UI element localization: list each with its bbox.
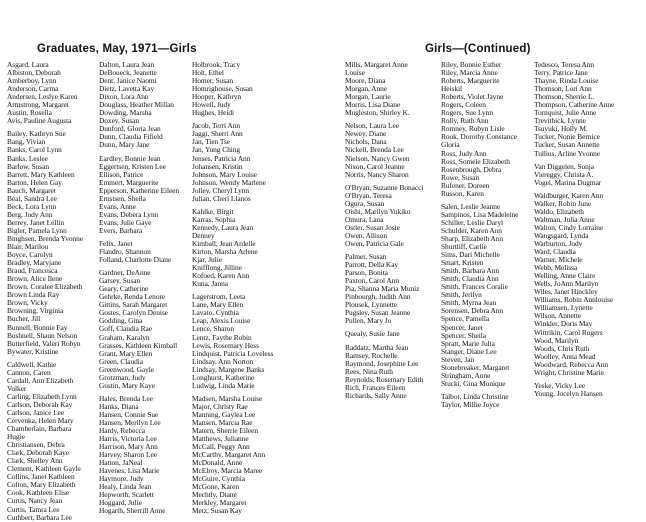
graduate-name: Lence, Sharon — [192, 324, 235, 334]
graduate-name: Hogarth, Sherrill Anne — [99, 506, 166, 516]
graduate-name: Douglass, Heather Millan — [99, 100, 174, 110]
graduate-name: Ross, Judy Ann — [441, 148, 487, 158]
graduate-name: Walton, Cindy Lorraine — [534, 222, 604, 232]
graduate-name: Harris, Victoria Lee — [99, 434, 157, 444]
graduate-name: Homrighouse, Susan — [192, 84, 253, 94]
graduate-name: Holbrook, Tracy — [192, 60, 241, 69]
graduate-name: Dunn, Claudia Fifield — [99, 132, 163, 142]
graduate-name: Harvey, Sharon Lee — [99, 450, 157, 460]
graduate-name: Waldo, Elizabeth — [534, 206, 584, 216]
graduate-name: Smart, Kristen — [441, 258, 484, 268]
graduate-name: Reynolds, Rosemary Edith — [345, 374, 424, 384]
graduate-name: Gittins, Sarah Margaret — [99, 300, 168, 310]
graduate-name: Evans, Debera Lynn — [99, 209, 159, 219]
graduate-name: Roberts, Marguerite — [441, 76, 500, 86]
graduate-name: Rogers, Sue Lynn — [441, 108, 493, 118]
graduate-name: Jan, Tien Tse — [192, 137, 230, 147]
graduate-name: Romney, Robyn Lisle — [441, 124, 505, 134]
graduate-name: Owen, Allison — [345, 230, 388, 240]
graduate-name: Schiller, Leslie Daryl — [441, 217, 504, 227]
graduate-name: Shurtliff, Carlie — [441, 242, 487, 252]
graduate-name: Ostler, Susan Josie — [345, 222, 400, 232]
graduate-name: Karras, Sophia — [192, 214, 236, 224]
graduate-name: Kirton, Marsha Arlene — [192, 247, 258, 257]
graduate-name: Lagerstrom, Leeta — [192, 292, 246, 302]
graduate-name: Hardy, Rebecca — [99, 426, 146, 436]
graduate-name: Morgan, Laurie — [345, 92, 391, 102]
graduate-name: Stucki, Gina Monique — [441, 378, 506, 388]
graduate-name: Howell, Judy — [192, 100, 231, 110]
graduate-name: Asgard, Laura — [7, 60, 49, 69]
graduate-name: Ellison, Patrice — [99, 169, 144, 179]
graduate-name: Mechtly, Diane — [192, 490, 237, 500]
graduate-name: Dietz, Lavetta Kay — [99, 84, 155, 94]
graduate-name: Major, Christy Rae — [192, 401, 248, 411]
graduate-name: McCarthy, Margaret Ann — [192, 450, 266, 460]
graduate-name: Collins, Janet Kathleen — [7, 472, 75, 482]
graduate-name: Van Diggelen, Sonja — [534, 161, 595, 171]
graduate-name: Ludwig, Linda Marie — [192, 380, 255, 390]
graduate-name: Riley, Marcia Anne — [441, 68, 498, 78]
graduate-name: Gustin, Mary Kaye — [99, 380, 156, 390]
graduate-name: Woolley, Anna Mead — [534, 351, 596, 361]
graduate-name: Manning, Gaylea Lee — [192, 409, 256, 419]
graduate-name: Kahlke, Birgit — [192, 206, 234, 216]
graduate-name: Amberboy, Lynn — [7, 76, 57, 86]
graduate-name: Lindsay, Ann Norton — [192, 356, 254, 366]
graduate-name: Kjar, Julie — [192, 255, 222, 265]
graduate-name: Warner, Michele — [534, 255, 583, 265]
graduate-name: Williams, Robin Annlouise — [534, 295, 614, 305]
graduate-name: Woods, Chris Ruth — [534, 343, 590, 353]
graduate-name: Spratt, Marie Julia — [441, 338, 495, 348]
graduate-name: Carling, Elizabeth Lynn — [7, 391, 77, 401]
graduate-name: Hatton, JaNeal — [99, 458, 143, 468]
graduate-name: Spencer, Sheila — [441, 330, 486, 340]
graduate-name: Talbot, Linda Christine — [441, 391, 509, 401]
graduate-name: Welling, Anne Claire — [534, 271, 596, 281]
graduate-name: Mansen, Marcia Rae — [192, 417, 253, 427]
graduate-name: Healy, Linda Jean — [99, 482, 152, 492]
graduate-name: Russon, Karen — [441, 188, 484, 198]
graduate-name: Young, Jocelyn Hansen — [534, 388, 603, 398]
graduate-name: Dunn, Mary Jane — [99, 140, 150, 150]
graduate-name: Wilson, Annette — [534, 311, 581, 321]
graduate-name: Barrett, Mary Kathleen — [7, 169, 75, 179]
graduate-name: Lane, Mary Ellen — [192, 300, 244, 310]
graduate-name: Kennedy, Laura Jean — [192, 222, 254, 232]
graduate-name: Smith, Jerilyn — [441, 290, 482, 300]
graduate-name: Oishi, Marilyn Yukiko — [345, 206, 411, 216]
graduate-name: Carlson, Deborah Kay — [7, 399, 73, 409]
graduate-name: Tucker, Nonie Bernice — [534, 132, 600, 142]
graduate-name: Brown, Vicky — [7, 298, 48, 308]
graduate-name: Woodward, Rebecca Ann — [534, 359, 609, 369]
graduate-name: Clement, Kathleen Gayle — [7, 464, 81, 474]
graduate-name: Ernstsen, Sheila — [99, 193, 146, 203]
graduate-name: Nelson, Laura Lee — [345, 121, 399, 131]
graduate-name: Bunnell, Bonnie Fay — [7, 322, 68, 332]
graduate-name: Kimball, Jean Ardelle — [192, 238, 256, 248]
graduate-name: Johnson, Wendy Marlene — [192, 177, 266, 187]
graduate-name: Steven, Jan — [441, 354, 475, 364]
graduate-name: Grotzman, Judy — [99, 372, 146, 382]
graduate-name: Garsey, Susan — [99, 276, 141, 286]
graduate-name: Cervenka, Helen Mary — [7, 416, 74, 426]
graduate-name: Beck, Lora Lynn — [7, 201, 57, 211]
graduate-name: Ramsey, Rochelle — [345, 350, 398, 360]
graduate-name: Denney — [192, 230, 215, 240]
graduate-name: Merkley, Margaret — [192, 498, 247, 508]
graduate-name: McElroy, Marcia Maree — [192, 466, 263, 476]
graduate-name: Lindquist, Patricia Loveless — [192, 348, 274, 358]
graduate-name: Waltman, Julia Anne — [534, 214, 595, 224]
graduate-name: Warburton, Jody — [534, 238, 583, 248]
graduate-name: Smith, Myrna Jean — [441, 298, 497, 308]
graduate-name: Tucker, Susan Annette — [534, 140, 600, 150]
graduate-name: Nichols, Dana — [345, 137, 387, 147]
graduate-name: Haymore, Judy — [99, 474, 144, 484]
graduate-name: Hugie — [7, 432, 25, 442]
graduate-name: Evans, Julie Gaye — [99, 217, 152, 227]
graduate-name: Tornquist, Julie Anne — [534, 108, 597, 118]
graduate-name: Hansen, Connie Sue — [99, 409, 159, 419]
graduate-name: Rogers, Coleen — [441, 100, 486, 110]
graduate-name: Hepworth, Scarlett — [99, 490, 154, 500]
graduate-name: Rees, Nina Ruth — [345, 366, 393, 376]
graduate-name: Wright, Christine Marie — [534, 367, 604, 377]
graduate-name: Johnson, Mary Louise — [192, 169, 257, 179]
graduate-name: Viereggy, Christa A. — [534, 169, 594, 179]
graduate-name: Rich, Frances Eileen — [345, 382, 406, 392]
graduate-name: Rufener, Doreen — [441, 180, 490, 190]
graduate-name: Smith, Claudia Ann — [441, 274, 499, 284]
graduate-name: Parrott, Della Kay — [345, 260, 399, 270]
graduate-name: Pinbourgh, Judith Ann — [345, 292, 411, 302]
graduate-name: Stanger, Diane Lee — [441, 346, 497, 356]
graduate-name: Eggertsen, Kristen Lee — [99, 161, 166, 171]
graduate-name: Ward, Claudia — [534, 247, 576, 257]
name-column-6 — [534, 61, 614, 398]
graduate-name: Ross, Somele Elizabeth — [441, 156, 510, 166]
graduate-name: Bradley, Maryjane — [7, 258, 62, 268]
graduate-name: Smith, Barbara Ann — [441, 266, 500, 276]
graduate-name: Roberts, Violet Jayne — [441, 92, 504, 102]
graduate-name: Bigler, Pamela Lynn — [7, 225, 67, 235]
graduate-name: Trevithick, Lynne — [534, 116, 586, 126]
graduate-name: Bywater, Kristine — [7, 346, 59, 356]
graduate-name: Thomson, Lori Ann — [534, 84, 592, 94]
graduate-name: Heiskil — [441, 84, 462, 94]
graduate-name: Armstrong, Margaret — [7, 100, 69, 110]
graduate-name: Moore, Diana — [345, 76, 386, 86]
graduate-name: Morris, Lisa Diane — [345, 100, 401, 110]
graduate-name: Berg, Judy Ann — [7, 209, 53, 219]
graduate-name: Tedesco, Teresa Ann — [534, 60, 595, 69]
title-graduates-girls: Graduates, May, 1971—Girls — [37, 43, 197, 55]
graduate-name: Owen, Patricia Gale — [345, 238, 404, 248]
graduate-name: DeBoueck, Jeanette — [99, 68, 157, 78]
graduate-name: Flandro, Shannon — [99, 247, 151, 257]
graduate-name: Evers, Barbara — [99, 225, 143, 235]
graduate-name: Julian, Cheri Llanos — [192, 193, 251, 203]
graduate-name: Newey, Diane — [345, 129, 387, 139]
graduate-name: Yeske, Vicky Lee — [534, 380, 586, 390]
graduate-name: Pugsley, Susan Jeanne — [345, 308, 411, 318]
graduate-name: Albiston, Deborah — [7, 68, 61, 78]
graduate-name: Braud, Francesca — [7, 266, 58, 276]
graduate-name: Brown, Coralee Elizabeth — [7, 282, 83, 292]
graduate-name: Hughes, Heidi — [192, 108, 235, 118]
graduate-name: Thayne, Rinda Louise — [534, 76, 599, 86]
graduate-name: Homer, Susan — [192, 76, 233, 86]
graduate-name: Clark, Deborah Kaye — [7, 448, 70, 458]
graduate-name: Browning, Virginia — [7, 306, 64, 316]
graduate-name: Dowding, Marsha — [99, 108, 152, 118]
graduate-name: Gostes, Carolyn Denise — [99, 308, 168, 318]
graduate-name: Rosenbrough, Debra — [441, 164, 502, 174]
graduate-name: Emmert, Marguerite — [99, 177, 159, 187]
graduate-name: Doxey, Susan — [99, 116, 139, 126]
graduate-name: Folland, Charlotte Diane — [99, 255, 172, 265]
graduate-name: Williamsen, Lynette — [534, 303, 593, 313]
graduate-name: Banks, Leslee — [7, 153, 48, 163]
graduate-name: Barlow, Susan — [7, 161, 49, 171]
graduate-name: Norris, Nancy Sharon — [345, 169, 409, 179]
graduate-name: Hanks, Diana — [99, 401, 139, 411]
graduate-name: Jenses, Patricia Ann — [192, 153, 251, 163]
name-column-4 — [345, 61, 423, 400]
graduate-name: Godding, Gina — [99, 316, 143, 326]
graduate-name: Curtis, Tamra Lee — [7, 504, 60, 514]
graduate-name: Carlson, Janice Lee — [7, 407, 65, 417]
graduate-name: Cuthbert, Barbara Lee — [7, 512, 72, 522]
graduate-name: Sampinos, Lisa Madeleine — [441, 209, 519, 219]
graduate-name: Winkler, Doris May — [534, 319, 593, 329]
graduate-name: Metz, Susan Kay — [192, 506, 242, 516]
graduate-name: McGone, Karen — [192, 482, 239, 492]
graduate-name: Dunford, Gloria Jean — [99, 124, 161, 134]
graduate-name: Holt, Ethel — [192, 68, 224, 78]
graduate-name: Parson, Bonita — [345, 268, 388, 278]
graduate-name: Walker, Robin June — [534, 198, 592, 208]
graduate-name: Bauch, Margaret — [7, 185, 56, 195]
graduate-name: Bucher, Jill — [7, 314, 41, 324]
graduate-name: Banks, Carol Lynn — [7, 145, 62, 155]
graduate-name: Barton, Helen Gay — [7, 177, 62, 187]
graduate-name: Raymond, Josephine Lee — [345, 358, 419, 368]
graduate-name: Andersen, Leslye Karen — [7, 92, 78, 102]
graduate-name: Cannon, Caren — [7, 367, 51, 377]
graduate-name: Grasses, Kathleen Kimball — [99, 340, 178, 350]
graduate-name: Jacob, Terri Ann — [192, 121, 241, 131]
graduate-name: Bushnell, Shaun Nelson — [7, 330, 78, 340]
graduate-name: Wiles, Janet Hinckley — [534, 287, 598, 297]
graduate-name: Spencer, Janet — [441, 322, 483, 332]
title-girls-continued: Girls—(Continued) — [425, 43, 531, 55]
graduate-name: Rowe, Susan — [441, 172, 480, 182]
graduate-name: Palmer, Susan — [345, 252, 387, 262]
graduate-name: Havenes, Lisa Marie — [99, 466, 160, 476]
name-column-1 — [7, 61, 83, 522]
graduate-name: Morgan, Anne — [345, 84, 387, 94]
graduate-name: Gloria — [441, 140, 460, 150]
graduate-name: Smith, Frances Coralie — [441, 282, 508, 292]
graduate-name: Lindsay, Margene Banks — [192, 364, 265, 374]
graduate-name: Dalton, Laura Jean — [99, 60, 155, 69]
graduate-name: Salen, Leslie Jeanne — [441, 201, 501, 211]
graduate-name: Nixon, Carol Jeanne — [345, 161, 405, 171]
graduate-name: Plousek, Lynnette — [345, 300, 398, 310]
graduate-name: O'Bryan, Teresa — [345, 190, 392, 200]
graduate-name: Hales, Brenda Lee — [99, 393, 153, 403]
graduate-name: Bang, Vivian — [7, 137, 46, 147]
graduate-name: Harrison, Mary Ann — [99, 442, 158, 452]
graduate-name: Thomson, Sherrie L. — [534, 92, 595, 102]
graduate-name: Stonebreaker, Margaret — [441, 362, 510, 372]
graduate-name: Thompson, Catherine Anne — [534, 100, 615, 110]
graduate-name: Austin, Rosella — [7, 108, 52, 118]
graduate-name: Sorensen, Debra Ann — [441, 306, 504, 316]
graduate-name: Butterfield, Valeri Robyn — [7, 338, 81, 348]
graduate-name: Vogel, Marina Dugmar — [534, 177, 602, 187]
graduate-name: McGuire, Cynthia — [192, 474, 245, 484]
graduate-name: Riley, Bonnie Esther — [441, 60, 502, 69]
graduate-name: Dixon, Lora Ann — [99, 92, 149, 102]
graduate-name: Curtis, Nancy Jean — [7, 496, 63, 506]
name-column-3 — [192, 61, 273, 516]
graduate-name: McDonald, Anne — [192, 458, 243, 468]
graduate-name: Geary, Catherine — [99, 284, 149, 294]
graduate-name: Rolly, Ruth Ann — [441, 116, 489, 126]
graduate-name: Anderson, Carma — [7, 84, 59, 94]
graduate-name: O'Bryan, Suzanne Bonacci — [345, 182, 424, 192]
graduate-name: Waldburger, Karen Ann — [534, 190, 604, 200]
graduate-name: Grant, Mary Ellen — [99, 348, 153, 358]
graduate-name: Dent, Janice Naomi — [99, 76, 157, 86]
graduate-name: Rook, Dorothy Constance — [441, 132, 517, 142]
graduate-name: Chamberlain, Barbara — [7, 424, 72, 434]
graduate-name: Madsen, Marsha Louise — [192, 393, 263, 403]
graduate-name: Wittrikin, Carol Rogers — [534, 327, 603, 337]
graduate-name: Berrey, Janet Lellin — [7, 217, 65, 227]
graduate-name: Johansen, Kristin — [192, 161, 243, 171]
graduate-name: Jolley, Cheryl Lynn — [192, 185, 250, 195]
graduate-name: Hansen, Merilyn Lee — [99, 417, 161, 427]
graduate-name: Binghsen, Brenda Yvonne — [7, 233, 84, 243]
graduate-name: Lavato, Cynthia — [192, 308, 239, 318]
graduate-name: Jan, Yung Ching — [192, 145, 241, 155]
graduate-name: Kuna, Janna — [192, 279, 228, 289]
graduate-name: Brown, Alice Ilene — [7, 274, 63, 284]
graduate-name: Leap, Alexis Louise — [192, 316, 251, 326]
graduate-name: Colton, Mary Elizabeth — [7, 480, 76, 490]
graduate-name: Gehrke, Renda Lenore — [99, 292, 166, 302]
graduate-name: Evans, Anne — [99, 201, 136, 211]
graduate-name: Paxton, Carol Ann — [345, 276, 399, 286]
graduate-name: Eardley, Bonnie Jean — [99, 153, 161, 163]
graduate-name: Webb, Melissa — [534, 263, 578, 273]
graduate-name: Sims, Dari Michelle — [441, 250, 500, 260]
graduate-name: Tullius, Arline Yvonne — [534, 148, 600, 158]
graduate-name: Avis, Pauline Augusta — [7, 116, 72, 126]
graduate-name: McCall, Peggy Ann — [192, 442, 250, 452]
graduate-name: Hooper, Kathryn — [192, 92, 242, 102]
graduate-name: Goff, Claudia Rae — [99, 324, 152, 334]
graduate-name: Caldwell, Kathie — [7, 359, 57, 369]
graduate-name: Terry, Patrice Jane — [534, 68, 588, 78]
graduate-name: Cook, Kathleen Elise — [7, 488, 70, 498]
graduate-name: Volker — [7, 383, 27, 393]
graduate-name: Lewis, Rosemary Hess — [192, 340, 259, 350]
graduate-name: Green, Claudia — [99, 356, 144, 366]
graduate-name: Wangsgard, Lynda — [534, 230, 589, 240]
graduate-name: Jaggi, Sherri Ann — [192, 129, 243, 139]
name-column-5 — [441, 61, 518, 409]
graduate-name: Matthews, Julianne — [192, 434, 249, 444]
graduate-name: Lentz, Faythe Robin — [192, 332, 252, 342]
graduate-name: Clark, Shelley Ann — [7, 456, 63, 466]
graduate-name: Stringham, Anne — [441, 370, 491, 380]
graduate-name: Quealy, Susie Jane — [345, 329, 400, 339]
graduate-name: Hoggard, Julie — [99, 498, 142, 508]
graduate-name: Schulder, Karen Ann — [441, 225, 502, 235]
graduate-name: Matern, Sherrie Eileen — [192, 426, 259, 436]
graduate-name: Taylor, Millie Joyce — [441, 399, 500, 409]
graduate-name: Wells, JoAnn Marilyn — [534, 279, 599, 289]
graduate-name: Tsuyuki, Holly M. — [534, 124, 588, 134]
graduate-name: Christiansen, Debra — [7, 440, 65, 450]
graduate-name: Spence, Pamella — [441, 314, 490, 324]
graduate-name: Nickell, Brenda Lee — [345, 145, 404, 155]
graduate-name: Beal, Sandra Lee — [7, 193, 57, 203]
graduate-name: Louise — [345, 68, 365, 78]
graduate-name: Knifflong, Jilline — [192, 263, 242, 273]
graduate-name: Kofoed, Karen Ann — [192, 271, 250, 281]
graduate-name: Pia, Shanna Maria Muniz — [345, 284, 420, 294]
graduate-name: Ogura, Susan — [345, 198, 385, 208]
graduate-name: Mugleston, Shirley K. — [345, 108, 410, 118]
graduate-name: Raddatz, Martha Jean — [345, 342, 409, 352]
name-column-2 — [99, 61, 179, 516]
graduate-name: Cardall, Ann Elizabeth — [7, 375, 74, 385]
graduate-name: Graham, Karalyn — [99, 332, 150, 342]
graduate-name: Brown Linda Ray — [7, 290, 60, 300]
graduate-name: Mills, Margaret Anne — [345, 60, 408, 69]
graduate-name: Gardner, DeAnne — [99, 268, 151, 278]
graduate-name: Blair, Marilou — [7, 242, 49, 252]
graduate-name: Omura, Lana — [345, 214, 384, 224]
graduate-name: Pullen, Mary Jo — [345, 316, 392, 326]
graduate-name: Richards, Sally Anne — [345, 390, 407, 400]
graduate-name: Boyce, Carolyn — [7, 250, 53, 260]
graduate-name: Longhurst, Katherine — [192, 372, 255, 382]
graduate-name: Sharp, Elizabeth Ann — [441, 233, 504, 243]
graduate-name: Wood, Marilyn — [534, 335, 579, 345]
graduate-name: Greenwood, Gayle — [99, 364, 155, 374]
graduate-name: Epperson, Katherine Eileen — [99, 185, 180, 195]
graduate-name: Bailey, Kathryn Sue — [7, 129, 66, 139]
graduate-name: Nielson, Nancy Gwen — [345, 153, 410, 163]
graduate-name: Felix, Janet — [99, 238, 133, 248]
